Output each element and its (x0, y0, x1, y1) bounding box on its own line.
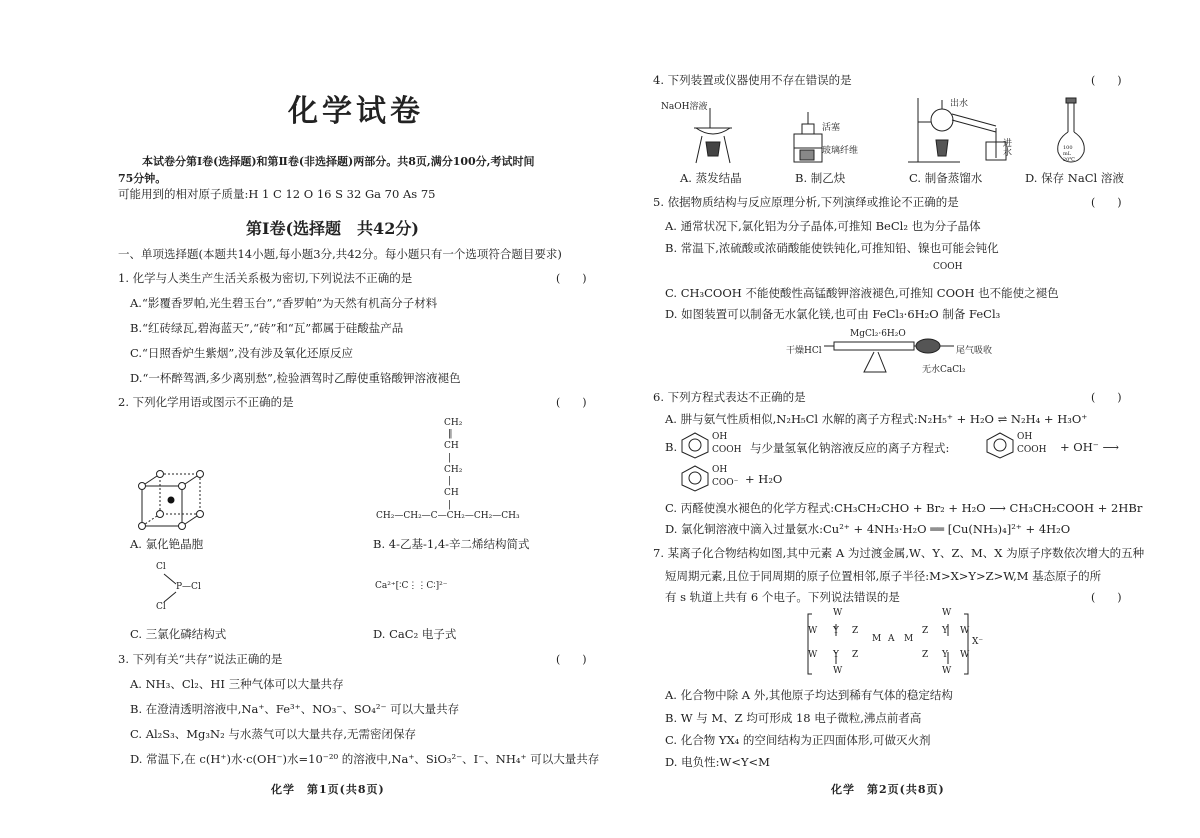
q5-option-b[interactable]: B. 常温下,浓硫酸或浓硝酸能使铁钝化,可推知铅、镍也可能会钝化 (665, 241, 999, 255)
q7-answer-paren[interactable]: ( ) (1091, 591, 1122, 604)
q5-answer-paren[interactable]: ( ) (1091, 196, 1122, 209)
q2-structure-d: Ca²⁺[∶C⋮⋮C∶]²⁻ (375, 581, 448, 591)
page-footer-left: 化学 第1页(共8页) (271, 783, 385, 796)
cscl-unit-cell-diagram (138, 470, 208, 530)
q6-answer-paren[interactable]: ( ) (1091, 391, 1122, 404)
q2-option-c[interactable]: C. 三氯化磷结构式 (130, 627, 227, 641)
q3-option-a[interactable]: A. NH₃、Cl₂、HI 三种气体可以大量共存 (130, 677, 344, 691)
q1-option-c[interactable]: C.“日照香炉生紫烟”,没有涉及氧化还原反应 (130, 346, 353, 360)
atomic-masses: 可能用到的相对原子质量:H 1 C 12 O 16 S 32 Ga 70 As 75 (118, 187, 436, 201)
q3-option-b[interactable]: B. 在澄清透明溶液中,Na⁺、Fe³⁺、NO₃⁻、SO₄²⁻ 可以大量共存 (130, 702, 460, 716)
q5-option-c[interactable]: C. CH₃COOH 不能使酸性高锰酸钾溶液褪色,可推知 COOH 也不能使之褪色 (665, 286, 1059, 300)
q6-option-c[interactable]: C. 丙醛使溴水褪色的化学方程式:CH₃CH₂CHO + Br₂ + H₂O ⟶ CH₃CH₂COOH + 2HBr (665, 501, 1143, 515)
q2-stem: 2. 下列化学用语或图示不正确的是 (118, 395, 294, 409)
q6-option-d[interactable]: D. 氯化铜溶液中滴入过量氨水:Cu²⁺ + 4NH₃·H₂O ══ [Cu(NH₃)₄]²⁺ + 4H₂O (665, 522, 1071, 536)
benzene-ring-icon (680, 432, 710, 458)
q1-option-b[interactable]: B.“红砖绿瓦,碧海蓝天”,“砖”和“瓦”都属于硅酸盐产品 (130, 321, 404, 335)
q6-stem: 6. 下列方程式表达不正确的是 (653, 390, 806, 404)
q7-stem-line-2: 短周期元素,且位于同周期的原子位置相邻,原子半径:M>X>Y>Z>W,M 基态原子的所 (665, 569, 1102, 583)
page-footer-right: 化学 第2页(共8页) (831, 783, 945, 796)
benzene-ring-icon (680, 465, 710, 491)
q7-option-d[interactable]: D. 电负性:W<Y<M (665, 755, 770, 769)
q4-answer-paren[interactable]: ( ) (1091, 74, 1122, 87)
q7-stem-line-1: 7. 某离子化合物结构如图,其中元素 A 为过渡金属,W、Y、Z、M、X 为原子序数依次增大的五种 (653, 546, 1145, 560)
q2-option-d[interactable]: D. CaC₂ 电子式 (373, 627, 457, 641)
left-page: 化学试卷 本试卷分第Ⅰ卷(选择题)和第Ⅱ卷(非选择题)两部分。共8页,满分100分,考试时间 75分钟。 可能用到的相对原子质量:H 1 C 12 O 16 S 32 Ga 70 As 75 第Ⅰ卷(选择题 共42分) 一、单项选择题(本题共14小题,每小题3分,共42分。每小题只有一个选项符合题目要求) 1. 化学与人类生产生活关系极为密切,下列说法不正确的是 ( ) A.“影覆香罗帕,光生碧玉台”,“香罗帕”为天然有机高分子材料 B.“红砖绿瓦,碧海蓝天”,“砖”和“瓦”都属于硅酸盐产品 C.“日照香炉生紫烟”,没有涉及氧化还原反应 D.“一杯醉驾酒,多少离别愁”,检验酒驾时乙醇使重铬酸钾溶液褪色 2. 下列化学用语或图示不正确的是 ( ) CH₂ ‖ CH | CH₂ | CH CH₂—CH₂—C—CH₂—CH₂—CH₃ | A. 氯化铯晶胞 B. 4-乙基-1,4-辛二烯结构简式 Cl P—Cl Cl Ca²⁺[∶C⋮⋮C∶]²⁻ C. 三氯化磷结构式 D. CaC₂ 电子式 3. 下列有关“共存”说法正确的是 ( ) A. NH₃、Cl₂、HI 三种气体可以大量共存 B. 在澄清透明溶液中,Na⁺、Fe³⁺、NO₃⁻、SO₄²⁻ 可以大量共存 C. Al₂S₃、Mg₃N₂ 与水蒸气可以大量共存,无需密闭保存 D. 常温下,在 c(H⁺)水·c(OH⁻)水=10⁻²⁰ 的溶液中,Na⁺、SiO₃²⁻、I⁻、NH₄⁺ 可以大量共存 化学 第1页(共8页) (0, 0, 600, 838)
q1-answer-paren[interactable]: ( ) (556, 272, 587, 285)
part-heading: 一、单项选择题(本题共14小题,每小题3分,共42分。每小题只有一个选项符合题目要求) (118, 247, 562, 261)
q5-benzoic-label: COOH (933, 262, 963, 272)
right-page: 4. 下列装置或仪器使用不存在错误的是 ( ) NaOH溶液 A. 蒸发结晶 活塞 玻璃纤维 B. 制乙炔 出水 进水 C. 制备蒸馏水 100 mL 20℃ D. 保存 NaCl 溶液 5. 依据物质结构与反应原理分析,下列演绎或推论不正确的是 ( ) A. 通常状况下,氯化铝为分子晶体,可推知 BeCl₂ 也为分子晶体 B. 常温下,浓硫酸或浓硝酸能使铁钝化,可推知铅、镍也可能会钝化 COOH C. CH₃COOH 不能使酸性高锰酸钾溶液褪色,可推知 COOH 也不能使之褪色 D. 如图装置可以制备无水氯化镁,也可由 FeCl₃·6H₂O 制备 FeCl₃ MgCl₂·6H₂O 干燥HCl 尾气吸收 无水CaCl₂ 6. 下列方程式表达不正确的是 ( ) A. 肼与氨气性质相似,N₂H₅Cl 水解的离子方程式:N₂H₅⁺ + H₂O ⇌ N₂H₄ + H₃O⁺ B. OH COOH 与少量氢氧化钠溶液反应的离子方程式: OH COOH + OH⁻ ⟶ OH COO⁻ + H₂O C. 丙醛使溴水褪色的化学方程式:CH₃CH₂CHO + Br₂ + H₂O ⟶ CH₃CH₂COOH + 2HBr D. 氯化铜溶液中滴入过量氨水:Cu²⁺ + 4NH₃·H₂O ══ [Cu(NH₃)₄]²⁺ + 4H₂O 7. 某离子化合物结构如图,其中元素 A 为过渡金属,W、Y、Z、M、X 为原子序数依次增大的五种 短周期元素,且位于同周期的原子位置相邻,原子半径:M>X>Y>Z>W,M 基态原子的所 有 s 轨道上共有 6 个电子。下列说法错误的是 ( ) W W Y Z M A M Z Y W W W Y Z Z Y W W W X⁻ A. 化合物中除 A 外,其他原子均达到稀有气体的稳定结构 B. W 与 M、Z 均可形成 18 电子微粒,沸点前者高 C. 化合物 YX₄ 的空间结构为正四面体形,可做灭火剂 D. 电负性:W<Y<M 化学 第2页(共8页) (653, 73, 1145, 796)
q6-option-a[interactable]: A. 肼与氨气性质相似,N₂H₅Cl 水解的离子方程式:N₂H₅⁺ + H₂O ⇌ N₂H₄ + H₃O⁺ (665, 412, 1088, 426)
q3-answer-paren[interactable]: ( ) (556, 653, 587, 666)
page-title: 化学试卷 (288, 94, 424, 129)
q4-option-a[interactable]: A. 蒸发结晶 (680, 171, 742, 185)
q1-option-d[interactable]: D.“一杯醉驾酒,多少离别愁”,检验酒驾时乙醇使重铬酸钾溶液褪色 (130, 371, 461, 385)
q5-stem: 5. 依据物质结构与反应原理分析,下列演绎或推论不正确的是 (653, 195, 959, 209)
q3-option-c[interactable]: C. Al₂S₃、Mg₃N₂ 与水蒸气可以大量共存,无需密闭保存 (130, 727, 417, 741)
q7-option-c[interactable]: C. 化合物 YX₄ 的空间结构为正四面体形,可做灭火剂 (665, 733, 931, 747)
q3-option-d[interactable]: D. 常温下,在 c(H⁺)水·c(OH⁻)水=10⁻²⁰ 的溶液中,Na⁺、SiO₃²⁻、I⁻、NH₄⁺ 可以大量共存 (130, 752, 600, 766)
q4-option-d[interactable]: D. 保存 NaCl 溶液 (1025, 171, 1124, 185)
intro-line-1: 本试卷分第Ⅰ卷(选择题)和第Ⅱ卷(非选择题)两部分。共8页,满分100分,考试时间 (142, 155, 535, 168)
q2-option-a[interactable]: A. 氯化铯晶胞 (130, 537, 204, 551)
q4-option-c[interactable]: C. 制备蒸馏水 (909, 171, 983, 185)
q2-answer-paren[interactable]: ( ) (556, 396, 587, 409)
q1-option-a[interactable]: A.“影覆香罗帕,光生碧玉台”,“香罗帕”为天然有机高分子材料 (130, 296, 438, 310)
section-heading: 第Ⅰ卷(选择题 共42分) (246, 219, 419, 238)
q7-option-a[interactable]: A. 化合物中除 A 外,其他原子均达到稀有气体的稳定结构 (665, 688, 953, 702)
benzene-ring-icon (985, 432, 1015, 458)
q5-option-a[interactable]: A. 通常状况下,氯化铝为分子晶体,可推知 BeCl₂ 也为分子晶体 (665, 219, 981, 233)
q4-stem: 4. 下列装置或仪器使用不存在错误的是 (653, 73, 852, 87)
q3-stem: 3. 下列有关“共存”说法正确的是 (118, 652, 283, 666)
q2-option-b[interactable]: B. 4-乙基-1,4-辛二烯结构简式 (373, 537, 530, 551)
q7-stem-line-3: 有 s 轨道上共有 6 个电子。下列说法错误的是 (665, 590, 900, 604)
intro-line-2: 75分钟。 (118, 172, 167, 185)
q5-option-d[interactable]: D. 如图装置可以制备无水氯化镁,也可由 FeCl₃·6H₂O 制备 FeCl₃ (665, 307, 1001, 321)
q4-option-b[interactable]: B. 制乙炔 (795, 171, 846, 185)
q7-option-b[interactable]: B. W 与 M、Z 均可形成 18 电子微粒,沸点前者高 (665, 711, 922, 725)
q1-stem: 1. 化学与人类生产生活关系极为密切,下列说法不正确的是 (118, 271, 413, 285)
